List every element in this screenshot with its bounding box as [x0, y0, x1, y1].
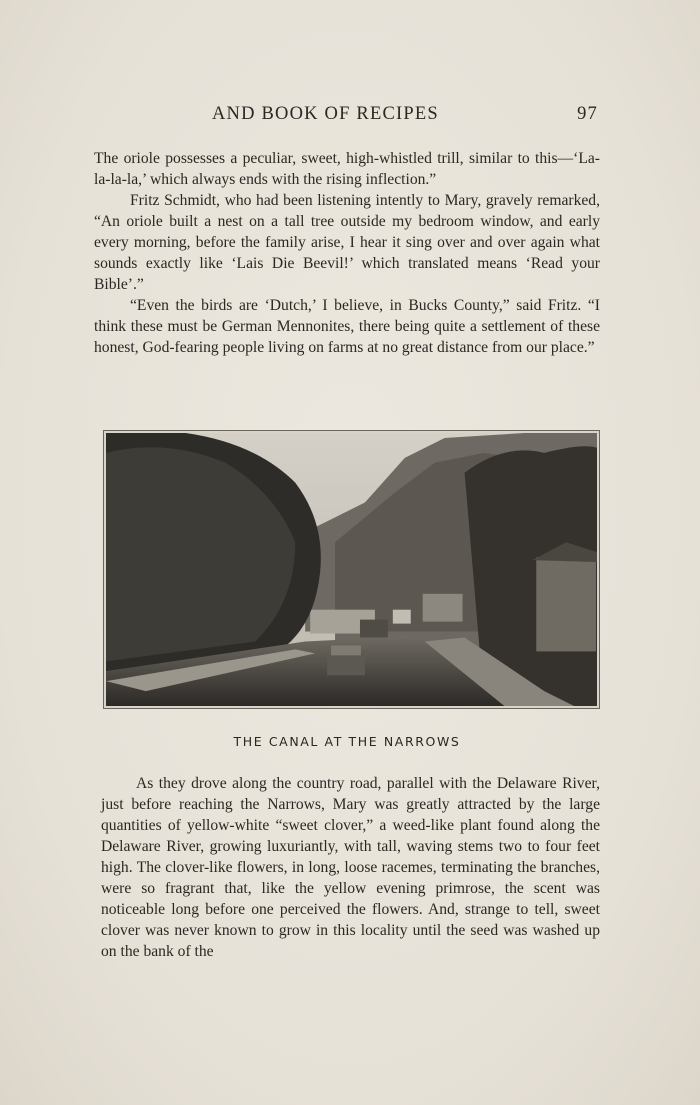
paragraph: “Even the birds are ‘Dutch,’ I believe, in Bucks County,” said Fritz. “I think these must be German Mennonites, there being quite a settlement of these honest, God-fearing people living on farms at no great distance from our place.” [94, 297, 600, 356]
text-block-bottom [101, 773, 600, 962]
paragraph: The oriole possesses a peculiar, sweet, high-whistled trill, similar to this—‘La-la-la-la,’ which always ends with the rising inflection.” [94, 150, 600, 188]
paragraph: As they drove along the country road, parallel with the Delaware River, just before reaching the Narrows, Mary was greatly attracted by the large quantities of yellow-white “sweet clover,” a weed-like plant found along the Delaware River, growing luxuriantly, with tall, waving stems two to four feet high. The clover-like flowers, in long, loose racemes, terminating the branches, were so fragrant that, like the yellow evening primrose, the scent was noticeable long before one perceived the flowers. And, strange to tell, sweet clover was never known to grow in this locality until the seed was washed up on the bank of the [101, 775, 600, 960]
running-title: AND BOOK OF RECIPES [212, 104, 439, 124]
page-number: 97 [577, 104, 598, 124]
canal-photograph-image [106, 433, 597, 706]
figure-caption: THE CANAL AT THE NARROWS [233, 734, 461, 749]
canal-photograph [103, 430, 600, 709]
text-block-top [94, 148, 600, 358]
paragraph: Fritz Schmidt, who had been listening intently to Mary, gravely remarked, “An oriole built a nest on a tall tree outside my bedroom window, and early every morning, before the family arise, I hear it sing over and over again what sounds exactly like ‘Lais Die Beevil!’ which translated means ‘Read your Bible’.” [94, 192, 600, 293]
